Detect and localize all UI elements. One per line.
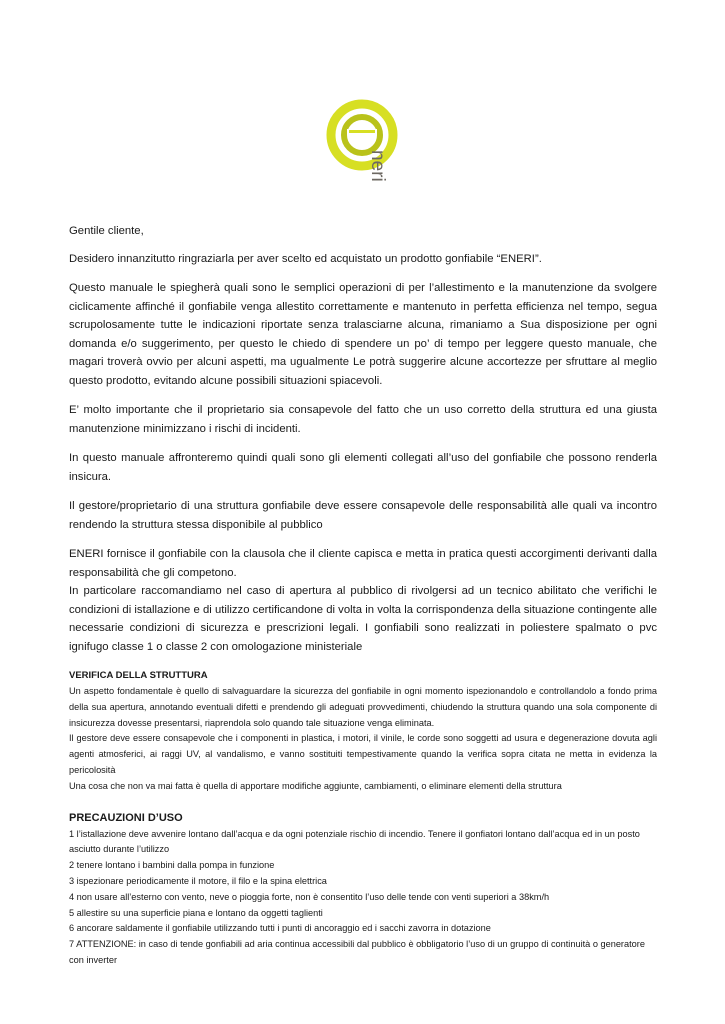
list-item: 2 tenere lontano i bambini dalla pompa in funzione [69, 860, 275, 871]
intro-paragraph: Desidero innanzitutto ringraziarla per aver scelto ed acquistato un prodotto gonfiabile “ENERI”. [69, 252, 542, 265]
paragraph: In questo manuale affronteremo quindi quali sono gli elementi collegati all’uso del gonfiabile che possono renderla insicura. [69, 452, 657, 483]
paragraph: E’ molto importante che il proprietario sia consapevole del fatto che un uso corretto della struttura ed una giusta manutenzione minimizzano i rischi di incidenti. [69, 404, 657, 435]
eneri-paragraph: ENERI fornisce il gonfiabile con la clausola che il cliente capisca e metta in pratica questi accorgimenti derivanti dalla responsabilità che gli competono. [69, 548, 657, 579]
verifica-paragraph: Una cosa che non va mai fatta è quella di apportare modifiche aggiunte, cambiamenti, o eliminare elementi della struttura [69, 780, 562, 791]
eneri-clause [69, 545, 657, 656]
letter-body [69, 222, 657, 969]
logo-text: neri [367, 150, 388, 182]
eneri-logo-icon [325, 98, 399, 206]
precauzioni-list [69, 827, 657, 969]
verifica-title: VERIFICA DELLA STRUTTURA [69, 670, 208, 681]
recommendation-paragraph: In particolare raccomandiamo nel caso di apertura al pubblico di rivolgersi ad un tecnico abilitato che verifichi le condizioni di istallazione e di utilizzo certificandone di volta in volta la corrispondenza della situazione contingente alle necessarie condizioni di sicurezza e prescrizioni legali. I gonfiabili sono realizzati in poliestere spalmato o pvc ignifugo classe 1 o classe 2 con omologazione ministeriale [69, 585, 657, 653]
list-item: 5 allestire su una superficie piana e lontano da oggetti taglienti [69, 907, 323, 918]
list-item: 4 non usare all’esterno con vento, neve o pioggia forte, non è consentito l’uso delle tende con venti superiori a 38km/h [69, 891, 550, 902]
eneri-logo [325, 98, 399, 206]
verifica-paragraph: Il gestore deve essere consapevole che i componenti in plastica, i motori, il vinile, le corde sono soggetti ad usura e degenerazione dovuta agli agenti atmosferici, ai raggi UV, al vandalismo, e vanno sostituiti tempestivamente quando la verifica sopra citata ne metta in evidenza la pericolosità [69, 733, 657, 775]
verifica-paragraph: Un aspetto fondamentale è quello di salvaguardare la sicurezza del gonfiabile in ogni momento ispezionandolo e controllandolo a fondo prima della sua apertura, annotando eventuali difetti e prendendo gli adeguati provvedimenti, chiudendo la struttura quando una sola componente di insicurezza dovesse presentarsi, riaprendola solo quando tale situazione venga eliminata. [69, 686, 657, 728]
verifica-section [69, 684, 657, 795]
salutation: Gentile cliente, [69, 225, 144, 237]
list-item: 1 l’istallazione deve avvenire lontano dall’acqua e da ogni potenziale rischio di incendio. Tenere il gonfiatori lontano dall’acqua ed in un posto asciutto durante l’utilizzo [69, 828, 640, 855]
precauzioni-title: PRECAUZIONI D’USO [69, 811, 183, 824]
list-item: 3 ispezionare periodicamente il motore, il filo e la spina elettrica [69, 875, 327, 886]
paragraph: Questo manuale le spiegherà quali sono le semplici operazioni di per l’allestimento e la manutenzione da svolgere ciclicamente affinché il gonfiabile venga allestito correttamente e mantenuto in perfetta efficienza nel tempo, segua scrupolosamente tutte le indicazioni riportate senza tralasciarne alcuna, rimaniamo a Sua disposizione per ogni domanda e/o suggerimento, per questo le chiedo di spendere un po’ di tempo per leggere questo manuale, che magari troverà ovvio per alcuni aspetti, ma ugualmente Le potrà suggerire alcune accortezze per sfruttare al meglio questo prodotto, evitando alcune possibili situazioni spiacevoli. [69, 282, 657, 387]
list-item: 6 ancorare saldamente il gonfiabile utilizzando tutti i punti di ancoraggio ed i sacchi zavorra in dotazione [69, 923, 491, 934]
list-item: 7 ATTENZIONE: in caso di tende gonfiabili ad aria continua accessibili dal pubblico è obbligatorio l’uso di un gruppo di continuità o generatore con inverter [69, 939, 645, 965]
paragraph: Il gestore/proprietario di una struttura gonfiabile deve essere consapevole delle responsabilità alle quali va incontro rendendo la struttura stessa disponibile al pubblico [69, 500, 657, 531]
